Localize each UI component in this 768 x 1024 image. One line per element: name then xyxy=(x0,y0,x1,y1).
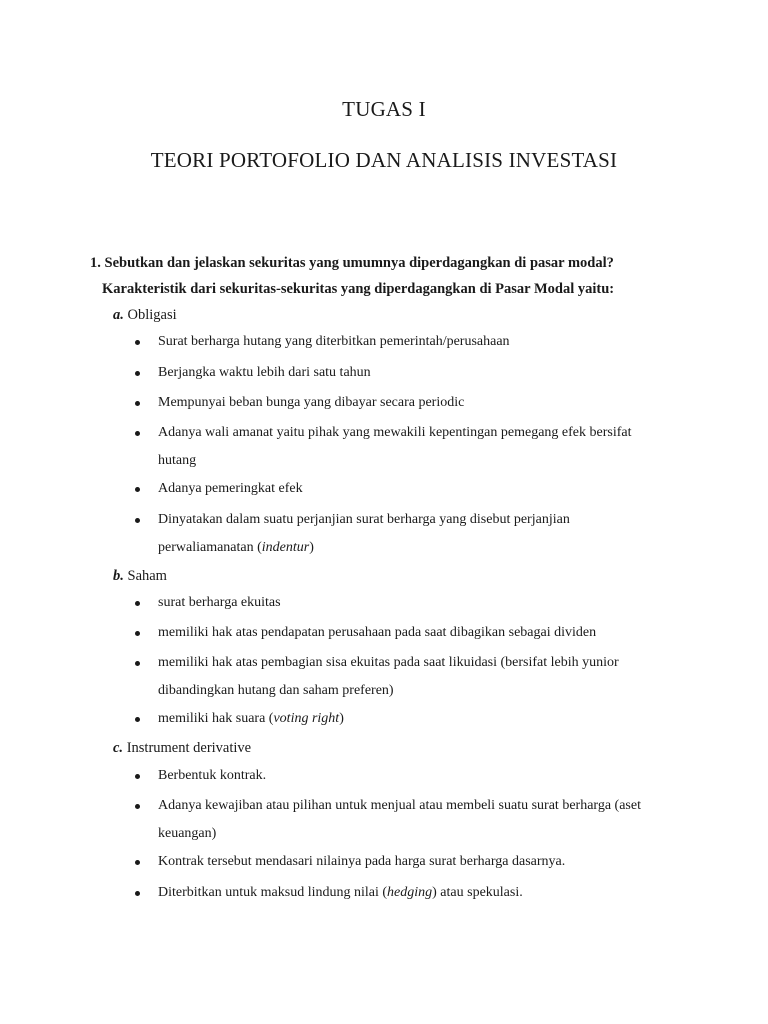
list-item-text: Adanya wali amanat yaitu pihak yang mewakili kepentingan pemegang efek bersifat hutang xyxy=(158,425,632,468)
section-a-heading xyxy=(113,305,177,325)
bullet-icon xyxy=(135,661,140,666)
list-item-text: Berbentuk kontrak. xyxy=(158,768,267,783)
list-item-text: memiliki hak atas pembagian sisa ekuitas pada saat likuidasi (bersifat lebih yunior dibandingkan hutang dan saham preferen) xyxy=(158,655,619,698)
list-item-text: Surat berharga hutang yang diterbitkan pemerintah/perusahaan xyxy=(158,334,510,349)
bullet-icon xyxy=(135,804,140,809)
list-item-text: surat berharga ekuitas xyxy=(158,595,281,610)
list-item-text: Diterbitkan untuk maksud lindung nilai (hedging) atau spekulasi. xyxy=(158,885,523,900)
section-title: Saham xyxy=(127,568,167,584)
bullet-icon xyxy=(135,431,140,436)
bullet-icon xyxy=(135,860,140,865)
list-item xyxy=(135,506,695,562)
list-item xyxy=(135,848,695,876)
section-title: Instrument derivative xyxy=(126,740,252,756)
bullet-icon xyxy=(135,487,140,492)
list-item xyxy=(135,475,695,503)
list-item-text: Kontrak tersebut mendasari nilainya pada harga surat berharga dasarnya. xyxy=(158,854,566,869)
bullet-icon xyxy=(135,401,140,406)
list-item-text: Dinyatakan dalam suatu perjanjian surat berharga yang disebut perjanjian perwaliamanatan (indentur) xyxy=(158,512,570,555)
section-c-heading xyxy=(113,738,251,758)
list-item xyxy=(135,879,695,907)
list-item-text: Adanya pemeringkat efek xyxy=(158,481,303,496)
list-item xyxy=(135,389,695,417)
question-1: 1. Sebutkan dan jelaskan sekuritas yang umumnya diperdagangkan di pasar modal? xyxy=(90,255,614,271)
list-item xyxy=(135,589,695,617)
list-item xyxy=(135,705,695,733)
answer-intro: Karakteristik dari sekuritas-sekuritas yang diperdagangkan di Pasar Modal yaitu: xyxy=(102,281,615,297)
list-item-text: Adanya kewajiban atau pilihan untuk menjual atau membeli suatu surat berharga (aset keuangan) xyxy=(158,798,641,841)
bullet-icon xyxy=(135,371,140,376)
list-item-text: Berjangka waktu lebih dari satu tahun xyxy=(158,365,371,380)
document-subtitle: TEORI PORTOFOLIO DAN ANALISIS INVESTASI xyxy=(150,148,618,172)
bullet-icon xyxy=(135,717,140,722)
section-b-heading xyxy=(113,566,167,586)
list-item xyxy=(135,328,695,356)
section-letter: a. xyxy=(113,307,124,323)
bullet-icon xyxy=(135,601,140,606)
bullet-icon xyxy=(135,891,140,896)
list-item xyxy=(135,419,695,475)
list-item xyxy=(135,619,695,647)
list-item xyxy=(135,762,695,790)
list-item xyxy=(135,649,695,705)
document-title: TUGAS I xyxy=(342,97,426,121)
section-letter: b. xyxy=(113,568,124,584)
list-item xyxy=(135,359,695,387)
list-item-text: memiliki hak suara (voting right) xyxy=(158,711,344,726)
section-title: Obligasi xyxy=(127,307,177,323)
bullet-icon xyxy=(135,774,140,779)
section-letter: c. xyxy=(113,740,124,756)
bullet-icon xyxy=(135,518,140,523)
bullet-icon xyxy=(135,340,140,345)
bullet-icon xyxy=(135,631,140,636)
list-item-text: memiliki hak atas pendapatan perusahaan pada saat dibagikan sebagai dividen xyxy=(158,625,597,640)
list-item xyxy=(135,792,695,848)
list-item-text: Mempunyai beban bunga yang dibayar secara periodic xyxy=(158,395,465,410)
